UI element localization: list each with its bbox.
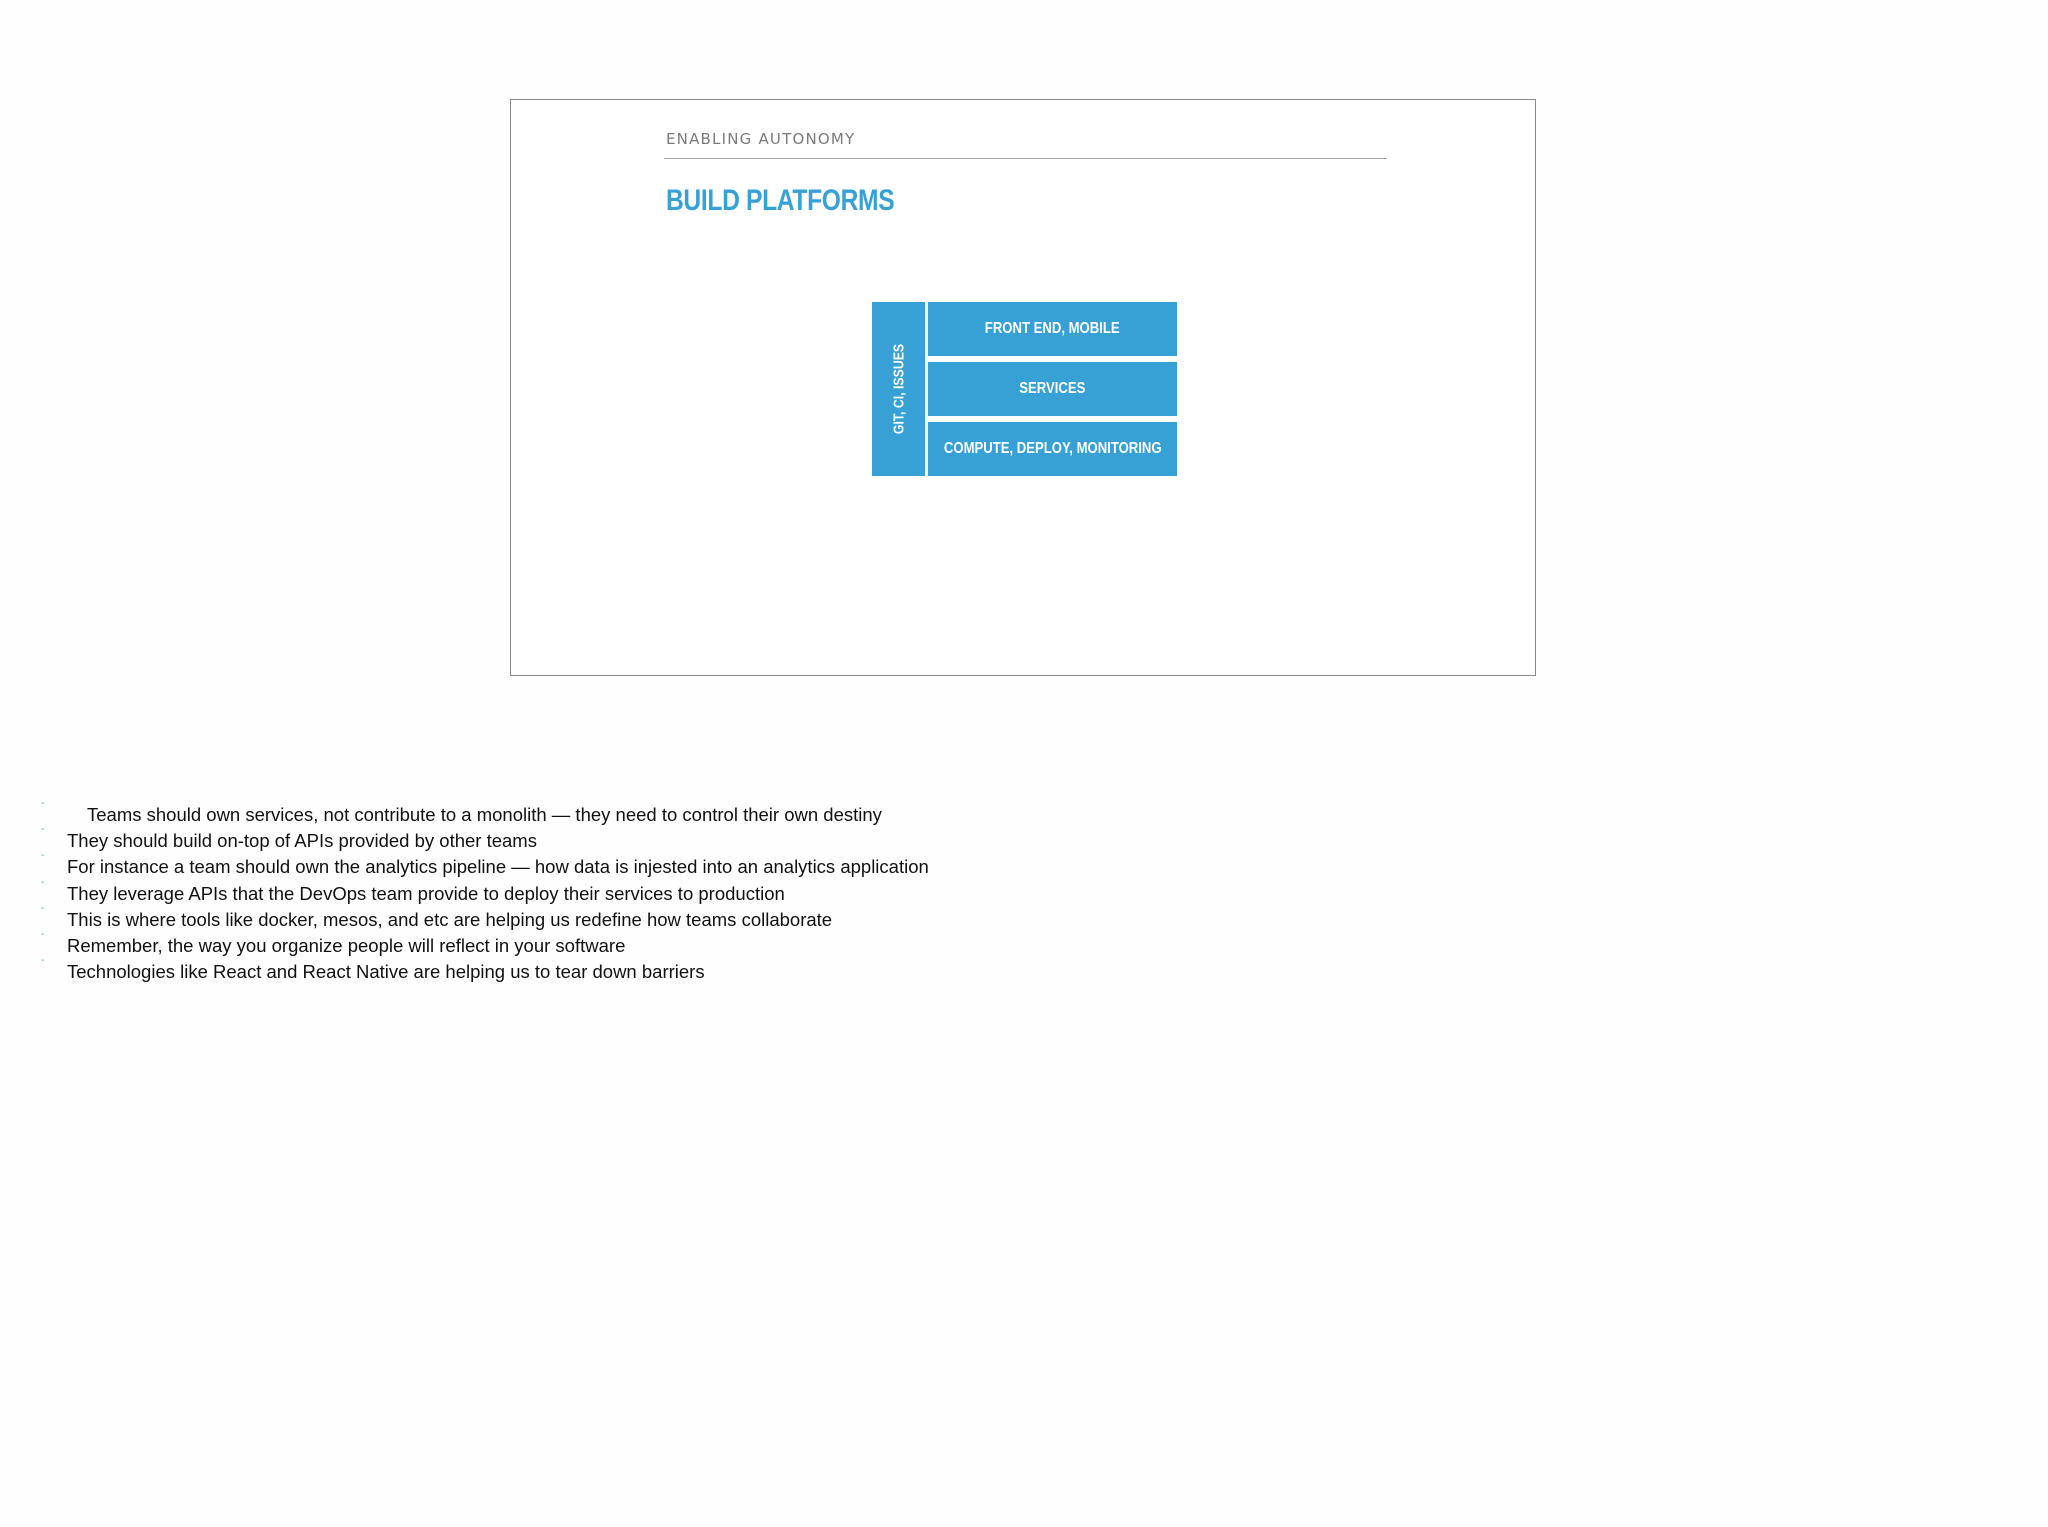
- note-text: Teams should own services, not contribute to a monolith — they need to control their own destiny: [87, 804, 882, 825]
- bullet-dash: -: [41, 955, 45, 967]
- note-text: They leverage APIs that the DevOps team provide to deploy their services to production: [67, 882, 785, 904]
- note-text: They should build on-top of APIs provided by other teams: [67, 830, 537, 852]
- bullet-dash: -: [41, 928, 45, 940]
- diagram-layer-label: SERVICES: [1019, 380, 1086, 397]
- platform-diagram: [872, 302, 1177, 476]
- diagram-layer-services: [928, 362, 1177, 416]
- bullet-dash: -: [41, 876, 45, 888]
- diagram-layer-compute: [928, 422, 1177, 476]
- note-text: Technologies like React and React Native are helping us to tear down barriers: [67, 961, 705, 983]
- bullet-dash: -: [41, 850, 45, 862]
- diagram-layer-frontend: [928, 302, 1177, 356]
- bullet-dash: -: [41, 798, 45, 809]
- diagram-layer-label: FRONT END, MOBILE: [985, 320, 1120, 337]
- diagram-layer-label: COMPUTE, DEPLOY, MONITORING: [943, 440, 1162, 457]
- section-divider: [664, 158, 1387, 159]
- note-text: Remember, the way you organize people will reflect in your software: [67, 934, 626, 956]
- section-label: ENABLING AUTONOMY: [666, 130, 856, 148]
- note-text: This is where tools like docker, mesos, and etc are helping us redefine how teams collaborate: [67, 908, 833, 930]
- note-text: For instance a team should own the analytics pipeline — how data is injested into an analytics application: [67, 856, 929, 878]
- diagram-sidebar: [872, 302, 925, 476]
- slide-preview: [510, 99, 1536, 676]
- bullet-dash: -: [41, 902, 45, 914]
- bullet-dash: -: [41, 824, 45, 836]
- diagram-sidebar-label: GIT, CI, ISSUES: [890, 343, 907, 435]
- slide-title: BUILD PLATFORMS: [666, 184, 895, 217]
